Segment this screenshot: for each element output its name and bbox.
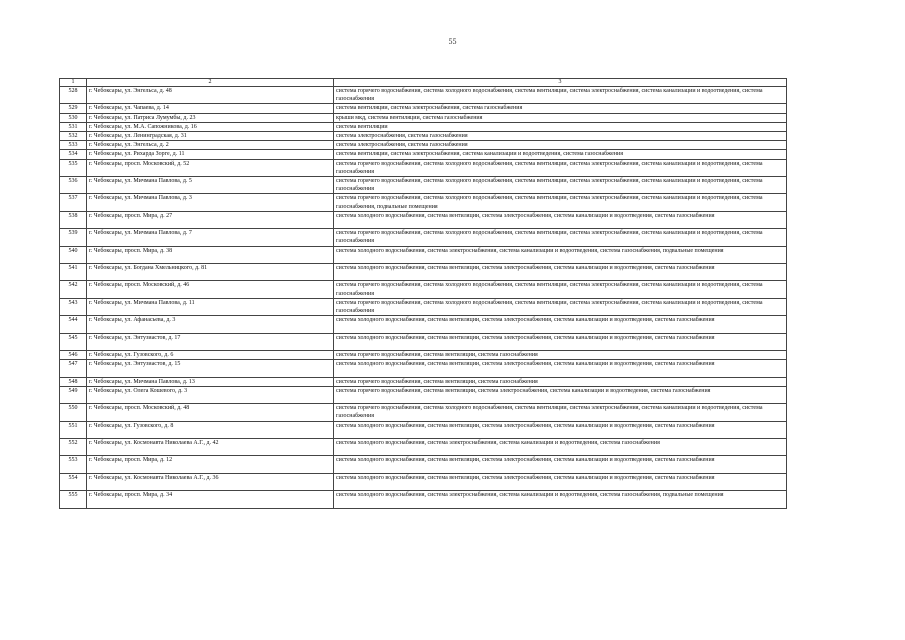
row-address-cell: г. Чебоксары, ул. Космонавта Николаева А.Г., д. 42: [87, 439, 334, 456]
table-row: [60, 351, 787, 360]
row-systems-cell: система горячего водоснабжения, система холодного водоснабжения, система вентиляции, система электроснабжения, система канализации и водоотведения, система газоснабжения: [334, 159, 787, 176]
row-address-cell: г. Чебоксары, просп. Мира, д. 12: [87, 456, 334, 473]
row-number-cell: 539: [60, 229, 87, 246]
table-row: [60, 246, 787, 263]
row-number-cell: 542: [60, 281, 87, 298]
row-address-cell: г. Чебоксары, ул. Олега Кошевого, д. 3: [87, 386, 334, 403]
table-row: [60, 211, 787, 228]
table-row: [60, 159, 787, 176]
table-row: [60, 113, 787, 122]
row-address-cell: г. Чебоксары, ул. Гузовского, д. 6: [87, 351, 334, 360]
table-row: [60, 386, 787, 403]
table-row: [60, 421, 787, 438]
row-number-cell: 546: [60, 351, 87, 360]
row-number-cell: 552: [60, 439, 87, 456]
table-body: [60, 79, 787, 509]
row-number-cell: 547: [60, 360, 87, 377]
row-number-cell: 533: [60, 141, 87, 150]
row-number-cell: 528: [60, 87, 87, 104]
row-systems-cell: система горячего водоснабжения, система холодного водоснабжения, система вентиляции, система электроснабжения, система канализации и водоотведения, система газоснабжения: [334, 87, 787, 104]
row-systems-cell: система холодного водоснабжения, система электроснабжения, система канализации и водоотведения, система газоснабжения, подвальные помещения: [334, 246, 787, 263]
row-address-cell: г. Чебоксары, ул. Энтузиастов, д. 15: [87, 360, 334, 377]
row-systems-cell: система горячего водоснабжения, система вентиляции, система электроснабжения, система канализации и водоотведения, система газоснабжения: [334, 386, 787, 403]
row-number-cell: 534: [60, 150, 87, 159]
row-systems-cell: система горячего водоснабжения, система холодного водоснабжения, система вентиляции, система электроснабжения, система канализации и водоотведения, система газоснабжения: [334, 404, 787, 421]
header-cell-address: 2: [87, 79, 334, 87]
row-address-cell: г. Чебоксары, ул. Патриса Лумумбы, д. 23: [87, 113, 334, 122]
row-address-cell: г. Чебоксары, ул. Мичмана Павлова, д. 5: [87, 177, 334, 194]
row-address-cell: г. Чебоксары, ул. Энгельса, д. 48: [87, 87, 334, 104]
row-number-cell: 535: [60, 159, 87, 176]
table-row: [60, 281, 787, 298]
table-header-row: [60, 79, 787, 87]
row-systems-cell: система горячего водоснабжения, система холодного водоснабжения, система вентиляции, система электроснабжения, система канализации и водоотведения, система газоснабжения, подвальные помещения: [334, 194, 787, 211]
row-systems-cell: система холодного водоснабжения, система вентиляции, система электроснабжения, система канализации и водоотведения, система газоснабжения: [334, 211, 787, 228]
table-row: [60, 229, 787, 246]
row-number-cell: 550: [60, 404, 87, 421]
row-address-cell: г. Чебоксары, ул. Ленинградская, д. 31: [87, 132, 334, 141]
row-number-cell: 551: [60, 421, 87, 438]
header-cell-systems: 3: [334, 79, 787, 87]
row-number-cell: 555: [60, 491, 87, 508]
row-number-cell: 541: [60, 264, 87, 281]
row-address-cell: г. Чебоксары, ул. Мичмана Павлова, д. 11: [87, 298, 334, 315]
row-systems-cell: система холодного водоснабжения, система вентиляции, система электроснабжения, система канализации и водоотведения, система газоснабжения: [334, 264, 787, 281]
row-systems-cell: система горячего водоснабжения, система холодного водоснабжения, система вентиляции, система электроснабжения, система канализации и водоотведения, система газоснабжения: [334, 281, 787, 298]
row-systems-cell: система холодного водоснабжения, система вентиляции, система электроснабжения, система канализации и водоотведения, система газоснабжения: [334, 333, 787, 350]
table-row: [60, 456, 787, 473]
table-row: [60, 104, 787, 113]
header-cell-number: 1: [60, 79, 87, 87]
row-systems-cell: крыши мкд, система вентиляции, система газоснабжения: [334, 113, 787, 122]
objects-table: [59, 78, 787, 509]
row-systems-cell: система холодного водоснабжения, система вентиляции, система электроснабжения, система канализации и водоотведения, система газоснабжения: [334, 421, 787, 438]
row-address-cell: г. Чебоксары, ул. Мичмана Павлова, д. 7: [87, 229, 334, 246]
row-number-cell: 543: [60, 298, 87, 315]
row-address-cell: г. Чебоксары, ул. Богдана Хмельницкого, д. 81: [87, 264, 334, 281]
table-row: [60, 298, 787, 315]
row-systems-cell: система холодного водоснабжения, система электроснабжения, система канализации и водоотведения, система газоснабжения: [334, 439, 787, 456]
row-address-cell: г. Чебоксары, ул. Рихарда Зорге, д. 11: [87, 150, 334, 159]
row-address-cell: г. Чебоксары, просп. Московский, д. 52: [87, 159, 334, 176]
row-number-cell: 549: [60, 386, 87, 403]
row-address-cell: г. Чебоксары, просп. Московский, д. 46: [87, 281, 334, 298]
table-row: [60, 264, 787, 281]
table-row: [60, 87, 787, 104]
table-row: [60, 404, 787, 421]
row-address-cell: г. Чебоксары, ул. Энгельса, д. 2: [87, 141, 334, 150]
table-row: [60, 491, 787, 508]
row-systems-cell: система горячего водоснабжения, система холодного водоснабжения, система вентиляции, система электроснабжения, система канализации и водоотведения, система газоснабжения: [334, 229, 787, 246]
row-systems-cell: система вентиляции, система электроснабжения, система газоснабжения: [334, 104, 787, 113]
table-row: [60, 132, 787, 141]
row-number-cell: 538: [60, 211, 87, 228]
table-row: [60, 177, 787, 194]
row-address-cell: г. Чебоксары, ул. Мичмана Павлова, д. 3: [87, 194, 334, 211]
table-row: [60, 316, 787, 333]
row-systems-cell: система горячего водоснабжения, система холодного водоснабжения, система вентиляции, система электроснабжения, система канализации и водоотведения, система газоснабжения: [334, 298, 787, 315]
row-address-cell: г. Чебоксары, просп. Мира, д. 27: [87, 211, 334, 228]
row-address-cell: г. Чебоксары, ул. Мичмана Павлова, д. 13: [87, 377, 334, 386]
row-systems-cell: система холодного водоснабжения, система электроснабжения, система канализации и водоотведения, система газоснабжения, подвальные помещения: [334, 491, 787, 508]
row-systems-cell: система электроснабжения, система газоснабжения: [334, 132, 787, 141]
row-systems-cell: система горячего водоснабжения, система холодного водоснабжения, система вентиляции, система электроснабжения, система канализации и водоотведения, система газоснабжения: [334, 177, 787, 194]
row-systems-cell: система вентиляции: [334, 122, 787, 131]
table-row: [60, 377, 787, 386]
row-number-cell: 553: [60, 456, 87, 473]
table-row: [60, 122, 787, 131]
table-row: [60, 141, 787, 150]
row-address-cell: г. Чебоксары, просп. Мира, д. 34: [87, 491, 334, 508]
row-number-cell: 532: [60, 132, 87, 141]
row-systems-cell: система горячего водоснабжения, система вентиляции, система газоснабжения: [334, 377, 787, 386]
row-systems-cell: система горячего водоснабжения, система вентиляции, система газоснабжения: [334, 351, 787, 360]
table-row: [60, 194, 787, 211]
row-number-cell: 554: [60, 473, 87, 490]
page-number: 55: [448, 37, 457, 46]
table-row: [60, 360, 787, 377]
row-address-cell: г. Чебоксары, ул. Афанасьева, д. 3: [87, 316, 334, 333]
row-address-cell: г. Чебоксары, ул. Энтузиастов, д. 17: [87, 333, 334, 350]
row-address-cell: г. Чебоксары, ул. Космонавта Николаева А.Г., д. 36: [87, 473, 334, 490]
row-number-cell: 544: [60, 316, 87, 333]
row-number-cell: 548: [60, 377, 87, 386]
row-number-cell: 530: [60, 113, 87, 122]
row-number-cell: 540: [60, 246, 87, 263]
row-systems-cell: система холодного водоснабжения, система вентиляции, система электроснабжения, система канализации и водоотведения, система газоснабжения: [334, 360, 787, 377]
row-number-cell: 537: [60, 194, 87, 211]
row-number-cell: 529: [60, 104, 87, 113]
row-address-cell: г. Чебоксары, ул. М.А. Сапожникова, д. 16: [87, 122, 334, 131]
row-number-cell: 536: [60, 177, 87, 194]
row-systems-cell: система вентиляции, система электроснабжения, система канализации и водоотведения, система газоснабжения: [334, 150, 787, 159]
row-address-cell: г. Чебоксары, просп. Московский, д. 48: [87, 404, 334, 421]
table-row: [60, 150, 787, 159]
row-systems-cell: система холодного водоснабжения, система вентиляции, система электроснабжения, система канализации и водоотведения, система газоснабжения: [334, 316, 787, 333]
table-row: [60, 473, 787, 490]
row-address-cell: г. Чебоксары, ул. Гузовского, д. 8: [87, 421, 334, 438]
row-systems-cell: система холодного водоснабжения, система вентиляции, система электроснабжения, система канализации и водоотведения, система газоснабжения: [334, 473, 787, 490]
row-number-cell: 545: [60, 333, 87, 350]
row-address-cell: г. Чебоксары, ул. Чапаева, д. 14: [87, 104, 334, 113]
table-row: [60, 333, 787, 350]
row-number-cell: 531: [60, 122, 87, 131]
row-systems-cell: система холодного водоснабжения, система вентиляции, система электроснабжения, система канализации и водоотведения, система газоснабжения: [334, 456, 787, 473]
row-address-cell: г. Чебоксары, просп. Мира, д. 38: [87, 246, 334, 263]
row-systems-cell: система электроснабжения, система газоснабжения: [334, 141, 787, 150]
table-row: [60, 439, 787, 456]
